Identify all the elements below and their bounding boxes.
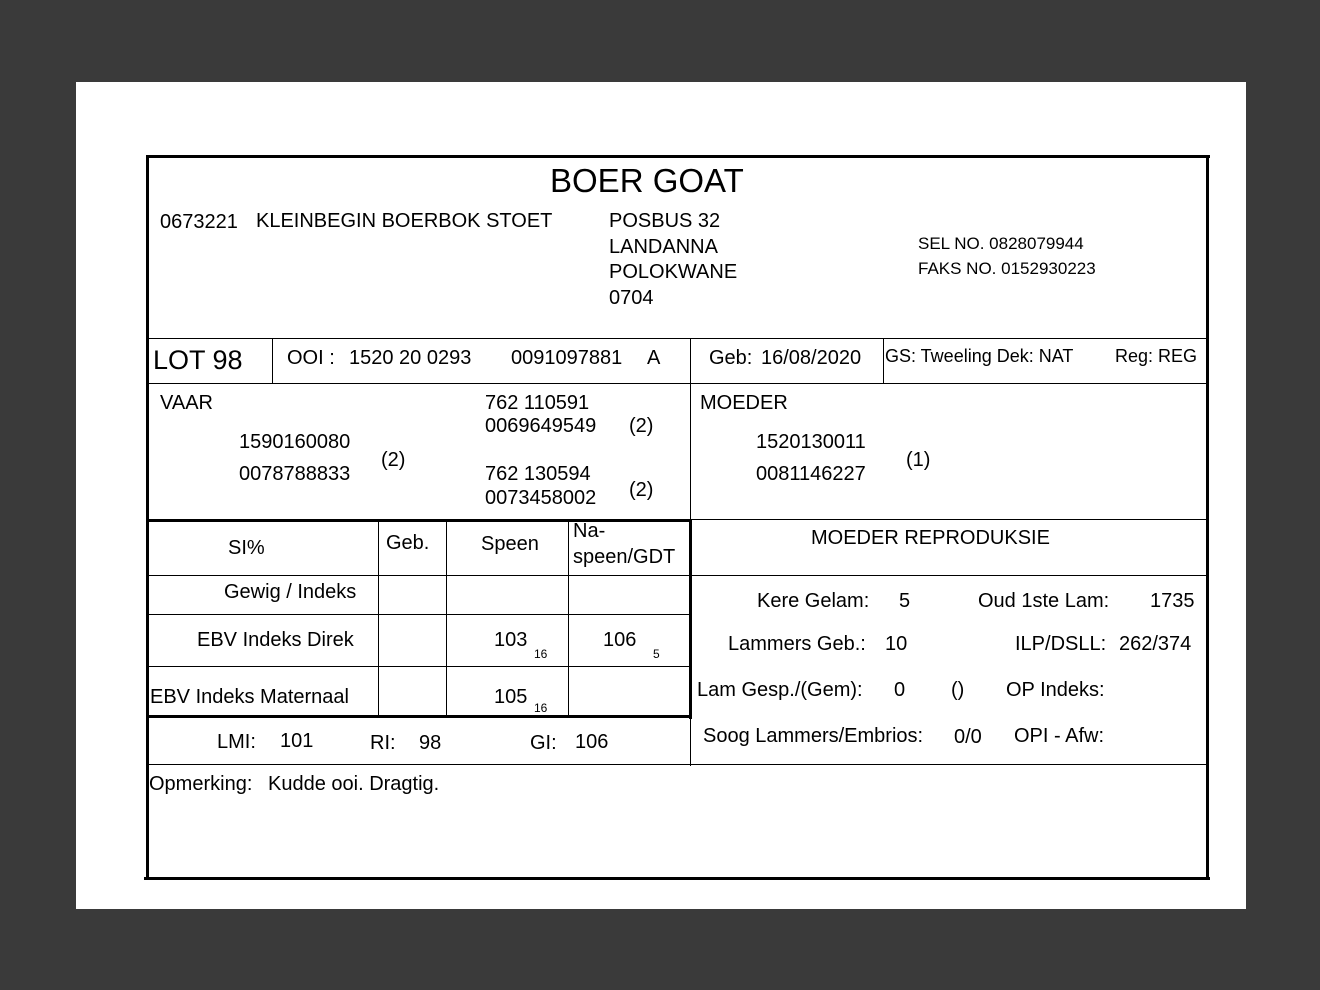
moeder-id-2: 0081146227 <box>756 463 866 485</box>
divider-header <box>146 338 1208 339</box>
table-row-2 <box>146 614 691 615</box>
phone-number: SEL NO. 0828079944 <box>918 234 1084 253</box>
reproduction-title: MOEDER REPRODUKSIE <box>811 527 1050 549</box>
card-border-left <box>146 155 149 880</box>
table-col-right <box>689 519 692 719</box>
vaar-count: (2) <box>381 449 406 471</box>
lmi-label: LMI: <box>217 731 256 753</box>
fax-number: FAKS NO. 0152930223 <box>918 259 1096 278</box>
sire1-count: (2) <box>629 415 654 437</box>
address-line-4: 0704 <box>609 287 654 309</box>
table-bottom <box>146 715 691 718</box>
lamgesp-value: 0 <box>894 679 906 701</box>
row-label-maternaal: EBV Indeks Maternaal <box>150 686 349 708</box>
oud-value: 1735 <box>1150 590 1195 612</box>
card-border-bottom <box>144 877 1210 880</box>
geb-label: Geb: <box>709 347 753 369</box>
divider-pedigree-right <box>690 519 1208 520</box>
gi-label: GI: <box>530 732 557 754</box>
gs-info: GS: Tweeling Dek: NAT <box>885 346 1074 366</box>
table-col-1 <box>378 521 379 717</box>
address-line-3: POLOKWANE <box>609 261 738 283</box>
soog-label: Soog Lammers/Embrios: <box>703 725 924 747</box>
table-row-3 <box>146 666 691 667</box>
opi-label: OPI - Afw: <box>1014 725 1105 747</box>
card-border-right <box>1206 155 1209 880</box>
lmi-value: 101 <box>280 730 314 752</box>
maternaal-speen-sub: 16 <box>534 701 548 715</box>
vaar-id-1: 1590160080 <box>239 431 351 453</box>
divider-pedigree-left <box>146 519 691 522</box>
card-title: BOER GOAT <box>550 162 744 199</box>
breeder-number: 0673221 <box>160 211 238 233</box>
sire1-line-2: 0069649549 <box>485 415 597 437</box>
ooi-grade: A <box>647 347 661 369</box>
header-si: SI% <box>228 537 265 559</box>
address-line-1: POSBUS 32 <box>609 210 721 232</box>
address-line-2: LANDANNA <box>609 236 718 258</box>
ri-label: RI: <box>370 732 396 754</box>
direk-naspeen-sub: 5 <box>653 647 660 661</box>
table-col-3 <box>568 521 569 717</box>
ooi-id: 0091097881 <box>511 347 623 369</box>
lammers-label: Lammers Geb.: <box>728 633 866 655</box>
moeder-id-1: 1520130011 <box>756 431 866 453</box>
lamgesp-label: Lam Gesp./(Gem): <box>697 679 863 701</box>
op-label: OP Indeks: <box>1006 679 1105 701</box>
lot-divider <box>272 338 273 383</box>
lot-label: LOT 98 <box>153 345 243 375</box>
remarks-label: Opmerking: <box>149 773 253 795</box>
ooi-label: OOI : <box>287 347 335 369</box>
row-label-gewig: Gewig / Indeks <box>224 581 357 603</box>
direk-speen: 103 <box>494 629 528 651</box>
breeder-name: KLEINBEGIN BOERBOK STOET <box>256 210 553 232</box>
header-na: Na- <box>573 520 606 542</box>
remarks-text: Kudde ooi. Dragtig. <box>268 773 440 795</box>
divider-lot <box>146 383 1208 384</box>
lammers-value: 10 <box>885 633 908 655</box>
oud-label: Oud 1ste Lam: <box>978 590 1110 612</box>
table-row-1 <box>146 575 1208 576</box>
gi-value: 106 <box>575 731 609 753</box>
ilp-label: ILP/DSLL: <box>1015 633 1107 655</box>
lamgesp-gem: () <box>951 679 965 701</box>
reg-info: Reg: REG <box>1115 346 1198 366</box>
sire1-line-1: 762 110591 <box>485 392 590 414</box>
header-speen-gdt: speen/GDT <box>573 546 676 568</box>
direk-speen-sub: 16 <box>534 647 548 661</box>
soog-value: 0/0 <box>954 726 982 748</box>
kere-label: Kere Gelam: <box>757 590 870 612</box>
divider-remarks <box>146 764 1208 765</box>
geb-divider <box>883 338 884 383</box>
direk-naspeen: 106 <box>603 629 637 651</box>
moeder-label: MOEDER <box>700 392 788 414</box>
kere-value: 5 <box>899 590 911 612</box>
ri-value: 98 <box>419 732 442 754</box>
ooi-reg: 1520 20 0293 <box>349 347 472 369</box>
table-col-2 <box>446 521 447 717</box>
vaar-label: VAAR <box>160 392 213 414</box>
ilp-value: 262/374 <box>1119 633 1192 655</box>
sire2-line-2: 0073458002 <box>485 487 597 509</box>
header-speen: Speen <box>481 533 539 555</box>
vaar-id-2: 0078788833 <box>239 463 351 485</box>
sire2-line-1: 762 130594 <box>485 463 591 485</box>
card-border-top <box>146 155 1210 158</box>
row-label-direk: EBV Indeks Direk <box>197 629 354 651</box>
header-geb: Geb. <box>386 532 430 554</box>
moeder-count: (1) <box>906 449 931 471</box>
sire2-count: (2) <box>629 479 654 501</box>
maternaal-speen: 105 <box>494 686 528 708</box>
geb-value: 16/08/2020 <box>761 347 862 369</box>
